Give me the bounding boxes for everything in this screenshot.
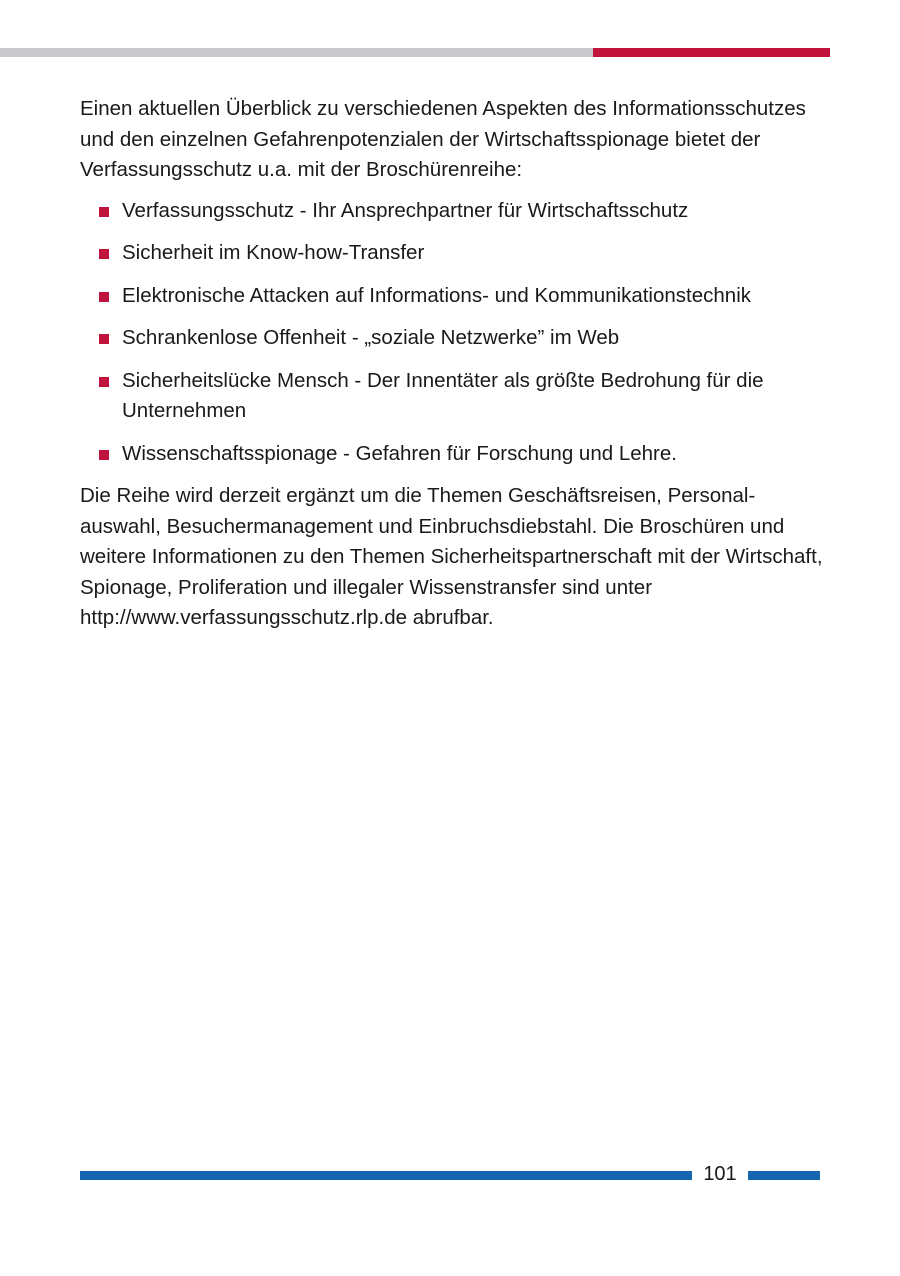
page-content [80,94,825,634]
list-item [80,439,825,470]
header-red-bar [593,48,830,57]
list-item-text: Schrankenlose Offenheit - „soziale Netzwerke” im Web [122,326,620,349]
list-item-text: Sicherheit im Know-how-Transfer [122,241,425,264]
list-item-text: Verfassungsschutz - Ihr Ansprechpartner für Wirtschaftsschutz [122,198,689,222]
bullet-square-icon [99,377,109,387]
page-number: 101 [703,1163,737,1185]
list-item [80,281,825,312]
bullet-square-icon [99,207,109,217]
list-item-text: Wissenschaftsspionage - Gefahren für Forschung und Lehre. [122,441,677,465]
bullet-square-icon [99,334,109,344]
outro-paragraph: Die Reihe wird derzeit ergänzt um die Themen Geschäftsreisen, Personalauswahl, Besuchermanagement und Einbruchsdiebstahl. Die Broschüren und weitere Informationen zu den Themen Sicherheitspartnerschaft mit der Wirtschaft, Spionage, Proliferation und illegaler Wissenstransfer sind unter http://www.verfassungsschutz.rlp.de abrufbar. [80,484,823,629]
intro-paragraph: Einen aktuellen Überblick zu verschiedenen Aspekten des Informationsschutzes und den einzelnen Gefahrenpotenzialen der Wirtschaftsspionage bietet der Verfassungsschutz u.a. mit der Broschürenreihe: [80,97,806,181]
brochure-list [80,196,825,470]
bullet-square-icon [99,292,109,302]
bullet-square-icon [99,450,109,460]
list-item-text: Sicherheitslücke Mensch - Der Innentäter als größte Bedrohung für die Unternehmen [122,368,764,422]
list-item [80,196,825,227]
footer-blue-bar [80,1171,692,1180]
list-item-text: Elektronische Attacken auf Informations- und Kommunikationstechnik [122,283,751,307]
list-item [80,323,825,354]
list-item [80,238,825,269]
list-item [80,366,825,427]
bullet-square-icon [99,249,109,259]
header-gray-bar [0,48,593,57]
footer-blue-bar-right [748,1171,820,1180]
